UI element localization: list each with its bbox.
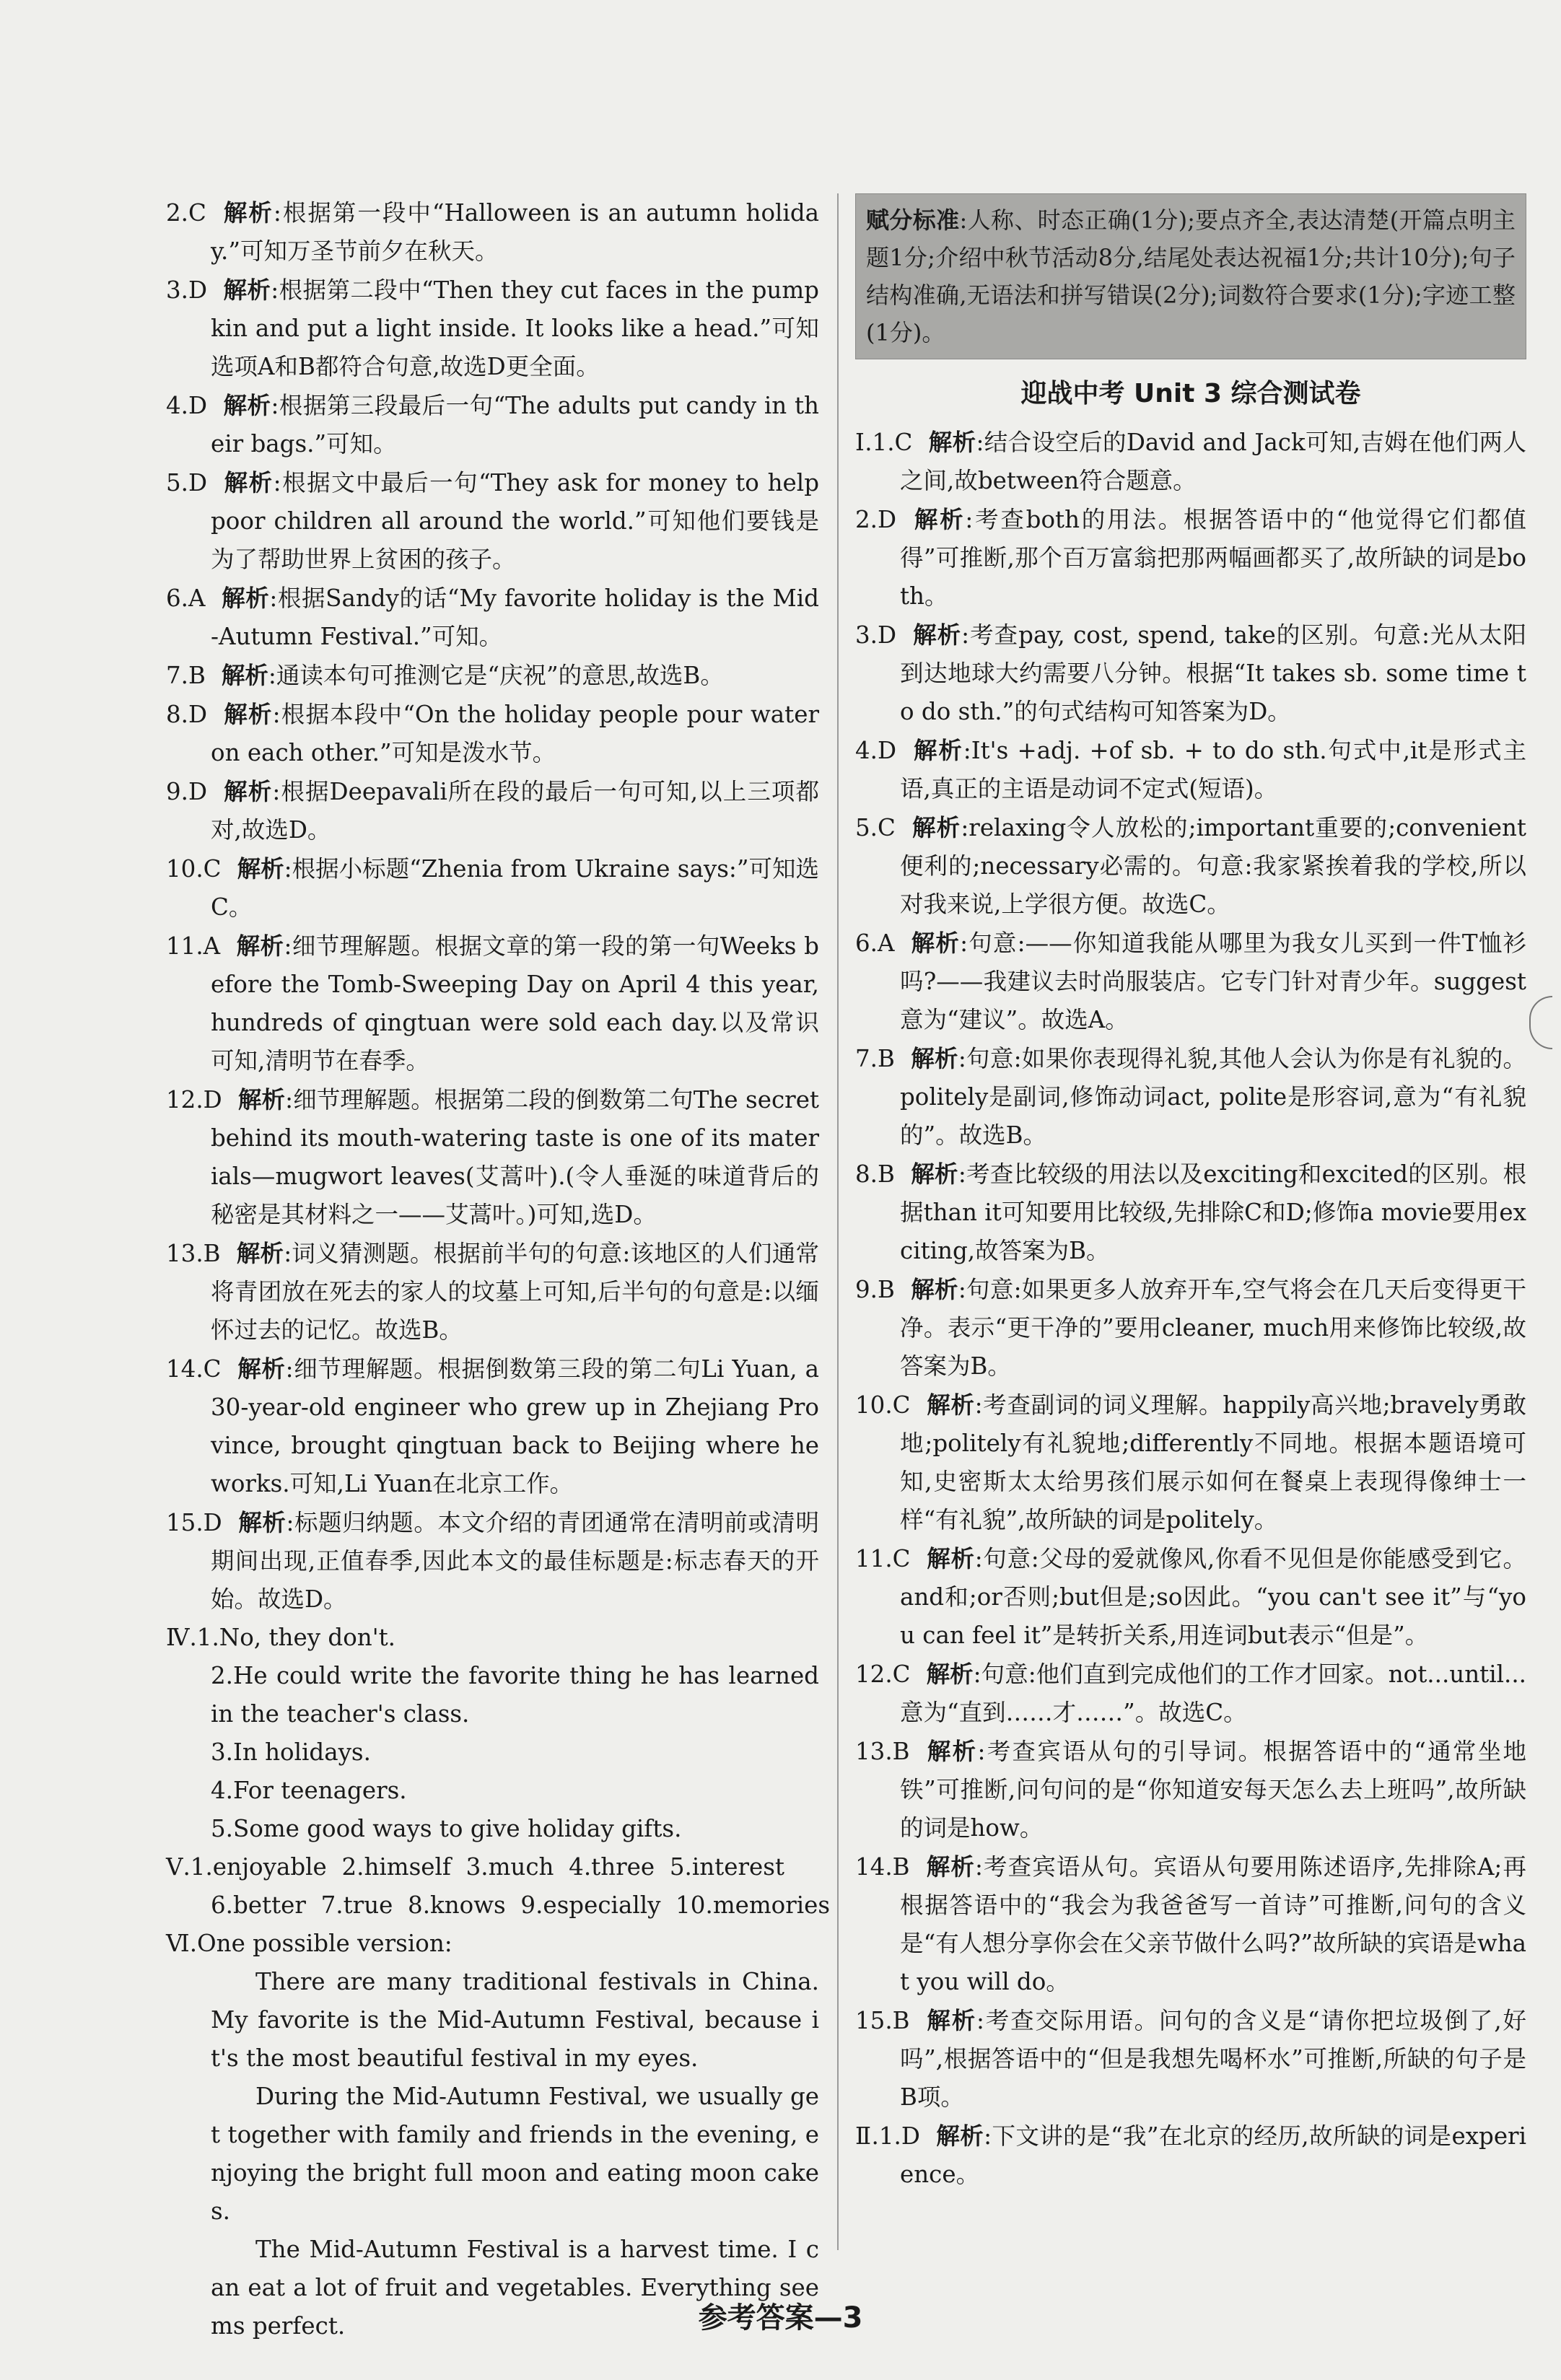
essay-paragraph: The Mid-Autumn Festival is a harvest time. I can eat a lot of fruit and vegetables. Everything seems perfect. bbox=[211, 2236, 819, 2340]
answer-item bbox=[855, 1539, 1526, 1655]
analysis-label: 解析 bbox=[910, 1044, 958, 1072]
answer-number: 12.D bbox=[166, 1086, 222, 1114]
analysis-text: :考查宾语从句。宾语从句要用陈述语序,先排除A;再根据答语中的“我会为我爸爸写一首诗”可推断,问句的含义是“有人想分享你会在父亲节做什么吗?”故所缺的宾语是what you will do。 bbox=[900, 1853, 1526, 1995]
section-4-item: 4.For teenagers. bbox=[211, 1777, 407, 1804]
answer-item bbox=[855, 500, 1526, 616]
scoring-label: 赋分标准 bbox=[866, 206, 960, 234]
answer-item bbox=[855, 2001, 1526, 2117]
answer-number: 4.D bbox=[166, 392, 208, 419]
analysis-text: :根据本段中“On the holiday people pour water on each other.”可知是泼水节。 bbox=[211, 701, 819, 766]
answer-number: 15.D bbox=[166, 1509, 222, 1536]
answer-item bbox=[855, 1386, 1526, 1539]
answer-item bbox=[166, 579, 819, 656]
analysis-text: :句意:如果更多人放弃开车,空气将会在几天后变得更干净。表示“更干净的”要用cleaner, much用来修饰比较级,故答案为B。 bbox=[900, 1276, 1526, 1380]
answer-item bbox=[855, 731, 1526, 808]
analysis-text: :细节理解题。根据第二段的倒数第二句The secret behind its mouth-watering taste is one of its materials—mugwort leaves(艾蒿叶).(令人垂涎的味道背后的秘密是其材料之一——艾蒿叶。)可知,选D。 bbox=[211, 1086, 819, 1228]
answer-item bbox=[166, 271, 819, 386]
answer-number: 10.C bbox=[166, 855, 222, 883]
answer-item bbox=[166, 656, 819, 695]
analysis-text: :考查宾语从句的引导词。根据答语中的“通常坐地铁”可推断,问句问的是“你知道安每天怎么去上班吗”,故所缺的词是how。 bbox=[900, 1738, 1526, 1842]
answer-item bbox=[166, 1080, 819, 1234]
section-4-first: Ⅳ.1.No, they don't. bbox=[166, 1624, 396, 1651]
answer-item bbox=[166, 386, 819, 463]
analysis-text: :结合设空后的David and Jack可知,吉姆在他们两人之间,故between符合题意。 bbox=[900, 429, 1526, 494]
unit-test-title: 迎战中考 Unit 3 综合测试卷 bbox=[1020, 379, 1361, 408]
scoring-text: :人称、时态正确(1分);要点齐全,表达清楚(开篇点明主题1分;介绍中秋节活动8分,结尾处表达祝福1分;共计10分);句子结构准确,无语法和拼写错误(2分);词数符合要求(1分);字迹工整(1分)。 bbox=[866, 206, 1516, 346]
analysis-label: 解析 bbox=[925, 2006, 977, 2034]
analysis-text: :考查副词的词义理解。happily高兴地;bravely勇敢地;politely有礼貌地;differently不同地。根据本题语境可知,史密斯太太给男孩们展示如何在餐桌上表现得像绅士一样“有礼貌”,故所缺的词是politely。 bbox=[900, 1391, 1526, 1534]
analysis-text: :根据第二段中“Then they cut faces in the pumpkin and put a light inside. It looks like a head.”可知选项A和B都符合句意,故选D更全面。 bbox=[211, 276, 819, 380]
analysis-text: :根据Deepavali所在段的最后一句可知,以上三项都对,故选D。 bbox=[211, 778, 819, 844]
right-answer-list bbox=[855, 423, 1526, 2194]
answer-item bbox=[855, 1732, 1526, 1847]
analysis-label: 解析 bbox=[236, 932, 284, 960]
analysis-label: 解析 bbox=[925, 1737, 978, 1765]
answer-item bbox=[855, 423, 1526, 500]
analysis-label: 解析 bbox=[910, 929, 961, 957]
answer-number: 5.D bbox=[166, 469, 208, 496]
analysis-label: 解析 bbox=[237, 1085, 286, 1114]
answer-number: 6.A bbox=[855, 929, 895, 957]
answer-number: 10.C bbox=[855, 1391, 911, 1419]
analysis-label: 解析 bbox=[237, 1355, 286, 1383]
analysis-label: 解析 bbox=[237, 854, 284, 883]
essay-paragraph: During the Mid-Autumn Festival, we usually get together with family and friends in the evening, enjoying the bright full moon and eating moon cakes. bbox=[211, 2083, 819, 2225]
answer-number: 8.B bbox=[855, 1160, 895, 1188]
analysis-label: 解析 bbox=[223, 276, 271, 304]
answer-number: 11.C bbox=[855, 1545, 911, 1572]
analysis-text: :It's +adj. +of sb. + to do sth.句式中,it是形式主语,真正的主语是动词不定式(短语)。 bbox=[900, 737, 1526, 802]
analysis-text: :标题归纳题。本文介绍的青团通常在清明前或清明期间出现,正值春季,因此本文的最佳标题是:标志春天的开始。故选D。 bbox=[211, 1509, 819, 1613]
section-5-line-2: 6.better 7.true 8.knows 9.especially 10.memories bbox=[211, 1891, 831, 1919]
answer-number: 15.B bbox=[855, 2007, 910, 2034]
answer-number: 14.B bbox=[855, 1853, 910, 1881]
analysis-label: 解析 bbox=[912, 621, 962, 649]
right-column bbox=[855, 193, 1526, 2194]
binding-mark bbox=[1529, 996, 1552, 1049]
answer-number: 7.B bbox=[166, 662, 206, 689]
answer-number: 3.D bbox=[855, 621, 897, 649]
analysis-label: 解析 bbox=[223, 700, 273, 728]
section-4-item: 3.In holidays. bbox=[211, 1738, 371, 1766]
analysis-label: 解析 bbox=[222, 198, 274, 227]
answer-number: 2.C bbox=[166, 199, 206, 227]
answer-number: 3.D bbox=[166, 276, 208, 304]
answer-item bbox=[855, 1039, 1526, 1155]
analysis-label: 解析 bbox=[223, 777, 273, 805]
answer-item bbox=[855, 1847, 1526, 2001]
analysis-text: :考查pay, cost, spend, take的区别。句意:光从太阳到达地球大约需要八分钟。根据“It takes sb. some time to do sth.”的句式结构可知答案为D。 bbox=[900, 621, 1526, 725]
analysis-label: 解析 bbox=[928, 428, 976, 456]
analysis-label: 解析 bbox=[911, 813, 961, 841]
answer-item bbox=[166, 695, 819, 772]
answer-number: 6.A bbox=[166, 585, 206, 612]
analysis-text: :句意:他们直到完成他们的工作才回家。not...until...意为“直到……才……”。故选C。 bbox=[900, 1661, 1526, 1726]
analysis-label: 解析 bbox=[910, 1160, 958, 1188]
answer-number: 13.B bbox=[855, 1738, 910, 1765]
section-4-item: 2.He could write the favorite thing he has learned in the teacher's class. bbox=[211, 1662, 819, 1728]
analysis-text: :relaxing令人放松的;important重要的;convenient便利的;necessary必需的。句意:我家紧挨着我的学校,所以对我来说,上学很方便。故选C。 bbox=[900, 814, 1526, 918]
analysis-label: 解析 bbox=[910, 1275, 958, 1303]
answer-item bbox=[166, 927, 819, 1080]
analysis-text: :下文讲的是“我”在北京的经历,故所缺的词是experience。 bbox=[900, 2122, 1526, 2188]
answer-item bbox=[855, 1155, 1526, 1270]
answer-item bbox=[166, 193, 819, 271]
answer-item bbox=[855, 2117, 1526, 2194]
analysis-text: :考查both的用法。根据答语中的“他觉得它们都值得”可推断,那个百万富翁把那两幅画都买了,故所缺的词是both。 bbox=[900, 506, 1526, 610]
analysis-text: :细节理解题。根据文章的第一段的第一句Weeks before the Tomb-Sweeping Day on April 4 this year, hundreds of qingtuan were sold each day.以及常识可知,清明节在春季。 bbox=[211, 932, 819, 1075]
analysis-text: :词义猜测题。根据前半句的句意:该地区的人们通常将青团放在死去的家人的坟墓上可知,后半句的句意是:以缅怀过去的记忆。故选B。 bbox=[211, 1240, 819, 1344]
answer-item bbox=[166, 772, 819, 849]
left-column bbox=[166, 193, 831, 2345]
answer-item bbox=[855, 924, 1526, 1039]
analysis-label: 解析 bbox=[221, 584, 270, 612]
answer-number: Ⅱ.1.D bbox=[855, 2122, 920, 2150]
answer-item bbox=[166, 463, 819, 579]
column-divider bbox=[837, 193, 839, 2250]
answer-item bbox=[166, 849, 819, 927]
answer-number: 12.C bbox=[855, 1661, 911, 1688]
page-footer: 参考答案—3 bbox=[698, 2301, 863, 2335]
analysis-label: 解析 bbox=[926, 1660, 974, 1688]
analysis-label: 解析 bbox=[223, 468, 274, 496]
answer-number: 13.B bbox=[166, 1240, 221, 1267]
section-5-line-1: Ⅴ.1.enjoyable 2.himself 3.much 4.three 5.interest bbox=[166, 1853, 784, 1881]
analysis-label: 解析 bbox=[926, 1391, 975, 1419]
analysis-text: :根据小标题“Zhenia from Ukraine says:”可知选C。 bbox=[211, 855, 819, 921]
analysis-text: :细节理解题。根据倒数第三段的第二句Li Yuan, a 30-year-old engineer who grew up in Zhejiang Province, brought qingtuan back to Beijing where he works.可知,Li Yuan在北京工作。 bbox=[211, 1355, 819, 1497]
answer-item bbox=[855, 1655, 1526, 1732]
analysis-label: 解析 bbox=[223, 391, 271, 419]
analysis-label: 解析 bbox=[912, 505, 966, 533]
answer-item bbox=[855, 1270, 1526, 1386]
analysis-label: 解析 bbox=[912, 736, 963, 764]
answer-number: 4.D bbox=[855, 737, 897, 764]
answer-number: 9.B bbox=[855, 1276, 895, 1303]
analysis-label: 解析 bbox=[236, 1239, 284, 1267]
analysis-label: 解析 bbox=[237, 1508, 287, 1536]
section-4-item: 5.Some good ways to give holiday gifts. bbox=[211, 1815, 682, 1842]
analysis-text: :考查比较级的用法以及exciting和excited的区别。根据than it可知要用比较级,先排除C和D;修饰a movie要用exciting,故答案为B。 bbox=[900, 1160, 1526, 1264]
section-6-heading: Ⅵ.One possible version: bbox=[166, 1930, 452, 1957]
answer-number: 5.C bbox=[855, 814, 896, 841]
answer-item bbox=[855, 808, 1526, 924]
answer-item bbox=[166, 1349, 819, 1503]
answer-number: 7.B bbox=[855, 1045, 895, 1072]
analysis-text: :根据Sandy的话“My favorite holiday is the Mid-Autumn Festival.”可知。 bbox=[211, 585, 819, 650]
answer-number: 14.C bbox=[166, 1355, 222, 1383]
analysis-text: :句意:父母的爱就像风,你看不见但是你能感受到它。and和;or否则;but但是;so因此。“you can't see it”与“you can feel it”是转折关系,用连词but表示“但是”。 bbox=[900, 1545, 1526, 1649]
analysis-text: :考查交际用语。问句的含义是“请你把垃圾倒了,好吗”,根据答语中的“但是我想先喝杯水”可推断,所缺的句子是B项。 bbox=[900, 2007, 1526, 2111]
analysis-label: 解析 bbox=[221, 661, 268, 689]
analysis-text: :通读本句可推测它是“庆祝”的意思,故选B。 bbox=[268, 662, 724, 689]
answer-item bbox=[166, 1234, 819, 1349]
left-answer-list bbox=[166, 193, 819, 1619]
analysis-text: :句意:——你知道我能从哪里为我女儿买到一件T恤衫吗?——我建议去时尚服装店。它专门针对青少年。suggest意为“建议”。故选A。 bbox=[900, 929, 1526, 1033]
analysis-text: :根据第一段中“Halloween is an autumn holiday.”可知万圣节前夕在秋天。 bbox=[211, 199, 819, 265]
analysis-text: :根据文中最后一句“They ask for money to help poor children all around the world.”可知他们要钱是为了帮助世界上贫困的孩子。 bbox=[211, 469, 819, 573]
answer-number: 2.D bbox=[855, 506, 897, 533]
analysis-text: :根据第三段最后一句“The adults put candy in their bags.”可知。 bbox=[211, 392, 819, 458]
analysis-text: :句意:如果你表现得礼貌,其他人会认为你是有礼貌的。politely是副词,修饰动词act, polite是形容词,意为“有礼貌的”。故选B。 bbox=[900, 1045, 1526, 1149]
analysis-label: 解析 bbox=[935, 2122, 984, 2150]
analysis-label: 解析 bbox=[926, 1544, 975, 1572]
essay-paragraph: There are many traditional festivals in China. My favorite is the Mid-Autumn Festival, because it's the most beautiful festival in my eyes. bbox=[211, 1968, 819, 2072]
answer-number: 9.D bbox=[166, 778, 208, 805]
answer-item bbox=[855, 616, 1526, 731]
answer-number: 8.D bbox=[166, 701, 208, 728]
scoring-criteria-box bbox=[855, 193, 1526, 359]
answer-number: Ⅰ.1.C bbox=[855, 429, 913, 456]
analysis-label: 解析 bbox=[925, 1852, 975, 1881]
answer-number: 11.A bbox=[166, 932, 221, 960]
answer-item bbox=[166, 1503, 819, 1619]
